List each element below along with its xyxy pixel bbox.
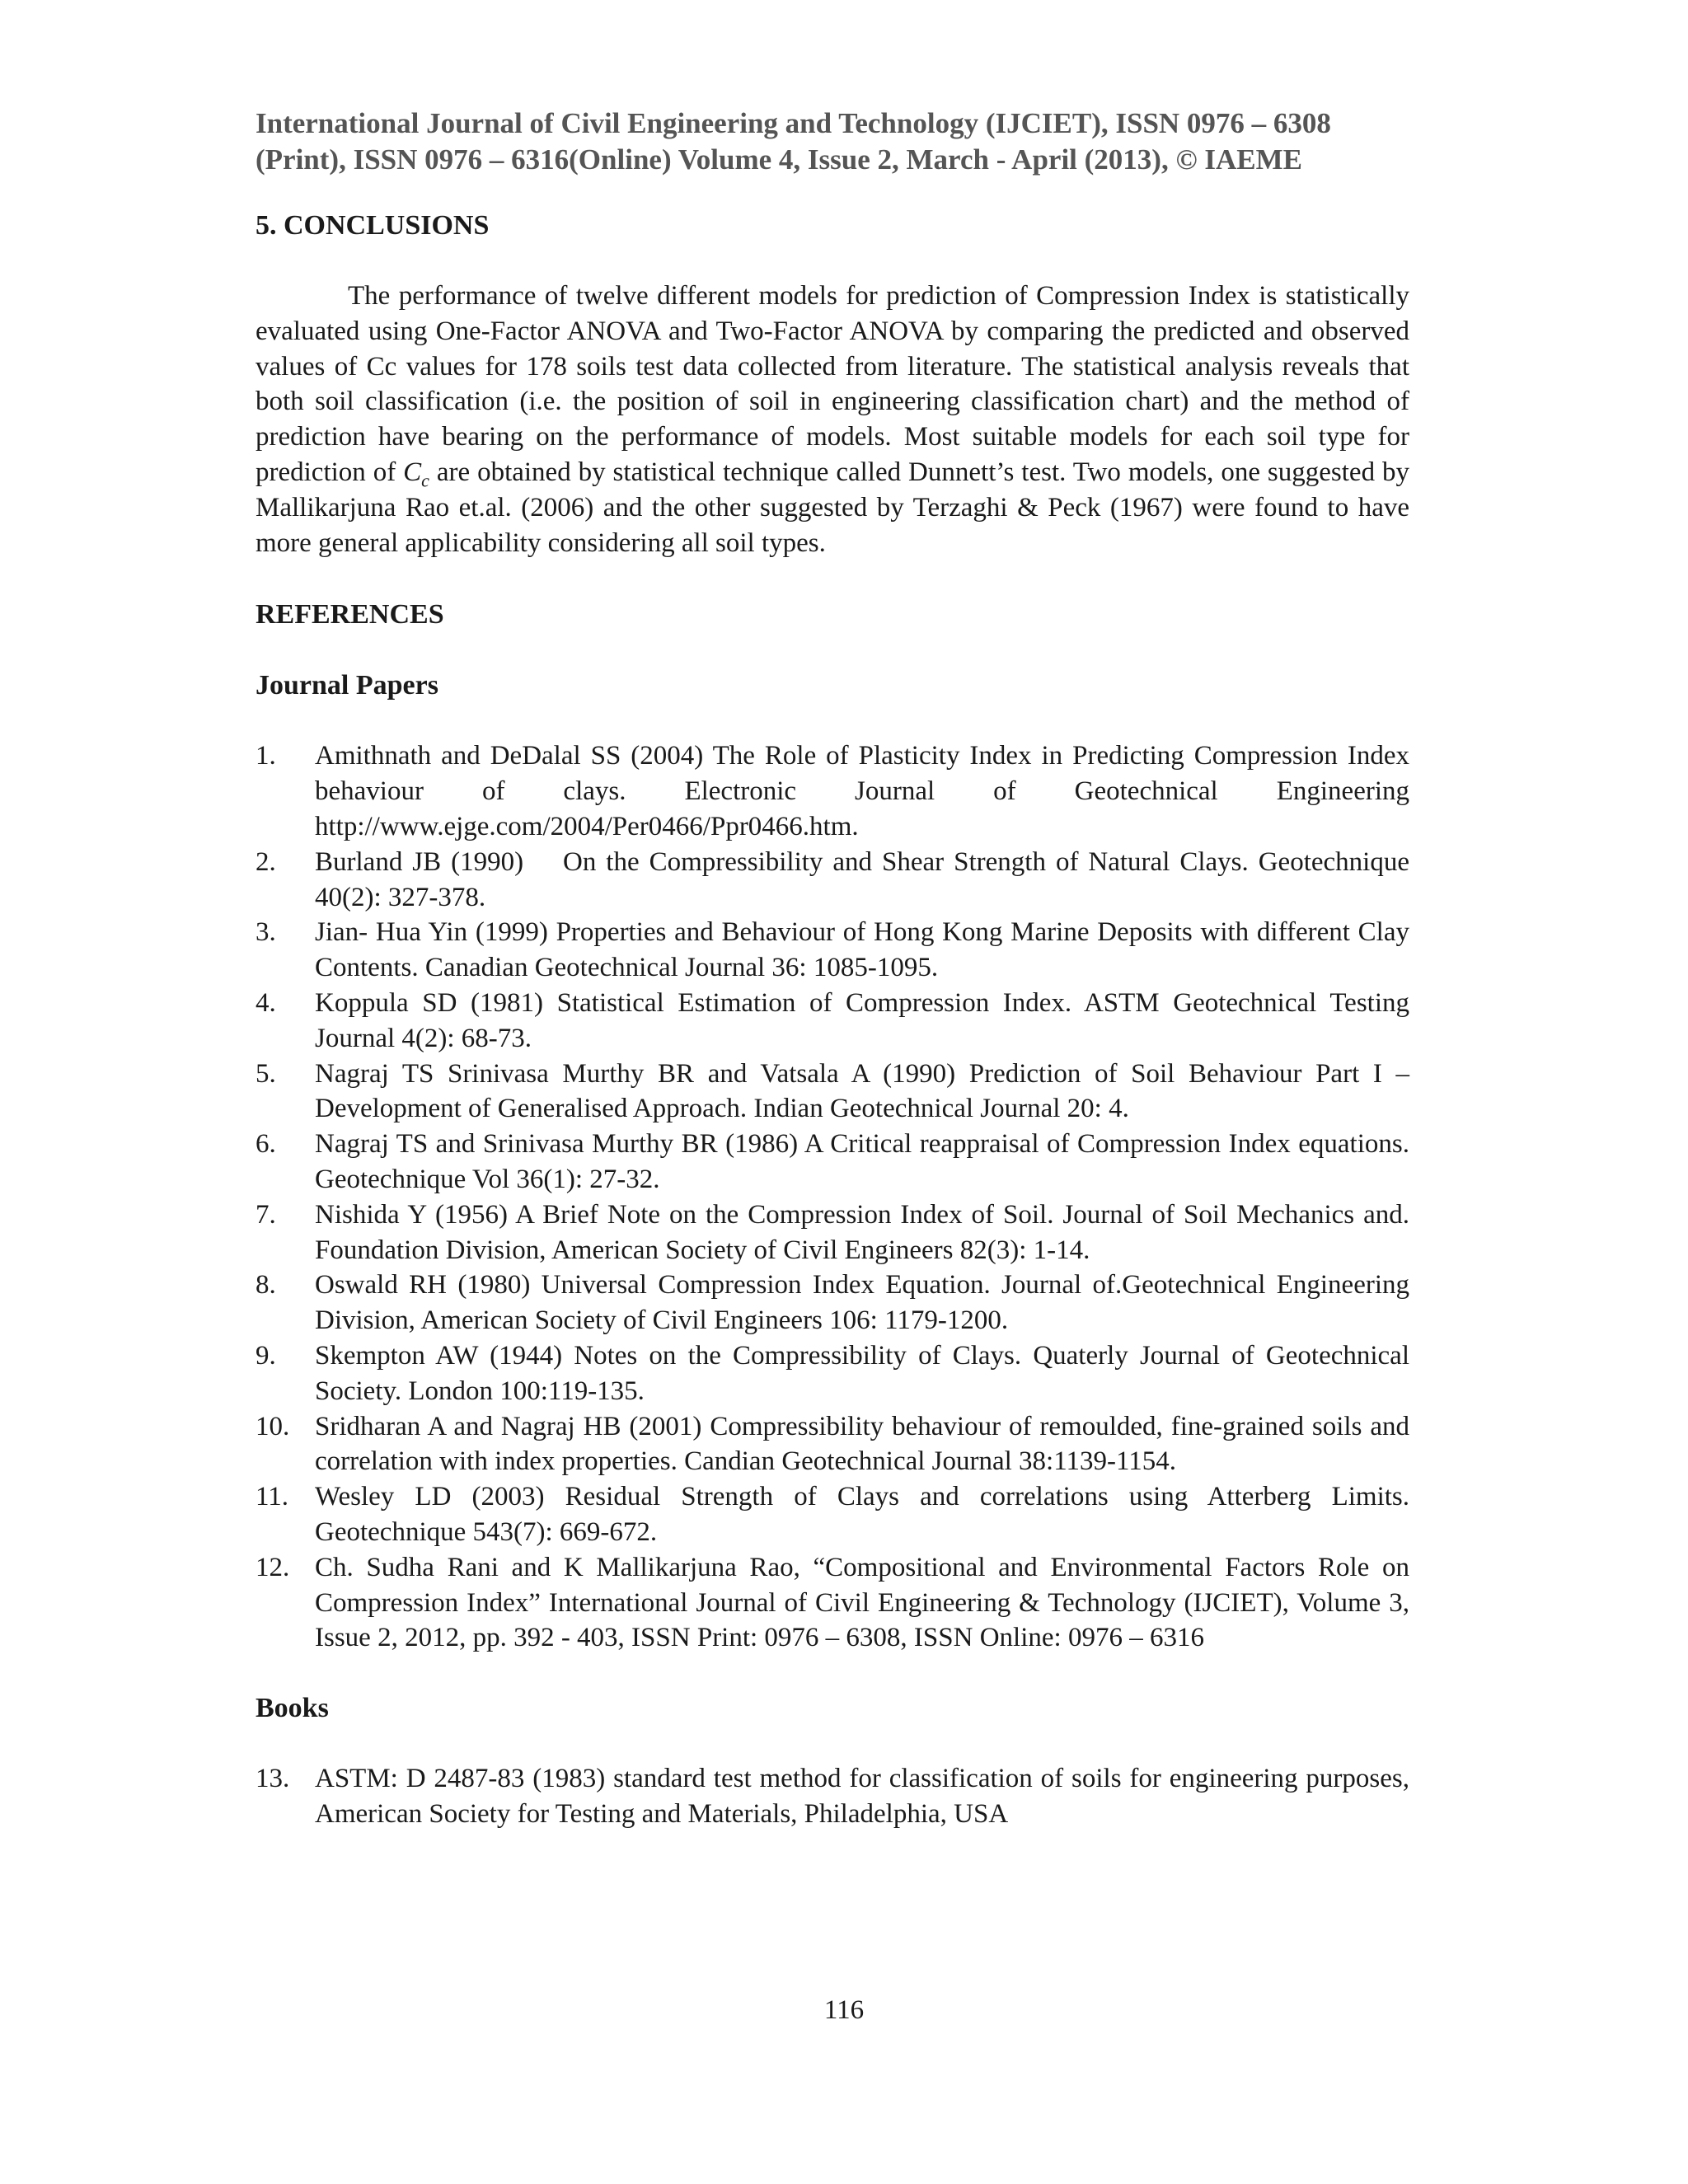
reference-text: Skempton AW (1944) Notes on the Compressibility of Clays. Quaterly Journal of Geotechnical Society. London 100:119-135. xyxy=(315,1340,1409,1406)
journal-papers-list xyxy=(256,738,1417,1656)
conclusions-text-before: The performance of twelve different models for prediction of Compression Index is statistically evaluated using One-Factor ANOVA and Two-Factor ANOVA by comparing the predicted and observed values of Cc values for 178 soils test data collected from literature. The statistical analysis reveals that both soil classification (i.e. the position of soil in engineering classification chart) and the method of prediction have bearing on the performance of models. Most suitable models for each soil type for prediction of xyxy=(256,281,1409,487)
journal-papers-heading: Journal Papers xyxy=(256,670,438,701)
books-heading: Books xyxy=(256,1693,329,1724)
cc-symbol-subscript: c xyxy=(421,470,429,491)
reference-text: Nishida Y (1956) A Brief Note on the Compression Index of Soil. Journal of Soil Mechanics and. Foundation Division, American Society of Civil Engineers 82(3): 1-14. xyxy=(315,1199,1409,1265)
page-number: 116 xyxy=(823,1995,865,2025)
reference-item xyxy=(256,915,1409,986)
reference-number: 8. xyxy=(256,1270,276,1301)
reference-item xyxy=(256,738,1409,844)
reference-number: 6. xyxy=(256,1129,276,1160)
reference-number: 12. xyxy=(256,1552,290,1582)
reference-number: 4. xyxy=(256,987,276,1018)
conclusions-paragraph xyxy=(256,279,1409,560)
reference-item xyxy=(256,845,1417,916)
reference-text: Nagraj TS and Srinivasa Murthy BR (1986) A Critical reappraisal of Compression Index equations. Geotechnique Vol 36(1): 27-32. xyxy=(315,1129,1409,1194)
reference-text: Sridharan A and Nagraj HB (2001) Compressibility behaviour of remoulded, fine-grained soils and correlation with index properties. Candian Geotechnical Journal 38:1139-1154. xyxy=(315,1411,1409,1477)
reference-item xyxy=(256,1409,1409,1480)
reference-text: Ch. Sudha Rani and K Mallikarjuna Rao, “Compositional and Environmental Factors Role on Compression Index” International Journal of Civil Engineering & Technology (IJCIET), Volume 3, Issue 2, 2012, pp. 392 - 403, ISSN Print: 0976 – 6308, ISSN Online: 0976 – 6316 xyxy=(315,1552,1409,1653)
references-heading: REFERENCES xyxy=(256,599,444,630)
reference-number: 7. xyxy=(256,1199,276,1230)
reference-text: Oswald RH (1980) Universal Compression Index Equation. Journal of.Geotechnical Engineering Division, American Society of Civil Engineers 106: 1179-1200. xyxy=(315,1270,1409,1336)
reference-text: Jian- Hua Yin (1999) Properties and Behaviour of Hong Kong Marine Deposits with different Clay Contents. Canadian Geotechnical Journal 36: 1085-1095. xyxy=(315,917,1409,983)
reference-text: Nagraj TS Srinivasa Murthy BR and Vatsala A (1990) Prediction of Soil Behaviour Part I – Development of Generalised Approach. Indian Geotechnical Journal 20: 4. xyxy=(315,1058,1409,1124)
reference-number: 10. xyxy=(256,1411,290,1441)
reference-item xyxy=(256,1268,1409,1338)
reference-number: 9. xyxy=(256,1340,276,1371)
cc-symbol: C xyxy=(403,457,422,487)
reference-number: 1. xyxy=(256,741,276,771)
reference-number: 5. xyxy=(256,1058,276,1089)
reference-item xyxy=(256,1550,1409,1656)
reference-text: Burland JB (1990) On the Compressibility and Shear Strength of Natural Clays. Geotechnique 40(2): 327-378. xyxy=(315,846,1417,912)
reference-text: Wesley LD (2003) Residual Strength of Clays and correlations using Atterberg Limits. Geotechnique 543(7): 669-672. xyxy=(315,1482,1409,1547)
journal-header-line-1: International Journal of Civil Engineering and Technology (IJCIET), ISSN 0976 – 6308 xyxy=(256,107,1331,139)
reference-number: 11. xyxy=(256,1482,289,1512)
reference-number: 2. xyxy=(256,846,276,877)
reference-text: Koppula SD (1981) Statistical Estimation of Compression Index. ASTM Geotechnical Testing Journal 4(2): 68-73. xyxy=(315,987,1409,1053)
reference-item xyxy=(256,1197,1409,1268)
reference-number: 13. xyxy=(256,1764,290,1794)
reference-text: ASTM: D 2487-83 (1983) standard test method for classification of soils for engineering purposes, American Society for Testing and Materials, Philadelphia, USA xyxy=(315,1764,1409,1829)
reference-item xyxy=(256,1479,1409,1550)
reference-text: Amithnath and DeDalal SS (2004) The Role of Plasticity Index in Predicting Compression Index behaviour of clays. Electronic Journal of Geotechnical Engineering http://www.ejge.com/2004/Per0466/Ppr0466.htm. xyxy=(315,741,1409,841)
conclusions-text-after: are obtained by statistical technique called Dunnett’s test. Two models, one suggested by Mallikarjuna Rao et.al. (2006) and the other suggested by Terzaghi & Peck (1967) were found to have more general applicability considering all soil types. xyxy=(256,457,1409,558)
reference-item xyxy=(256,1057,1409,1127)
reference-item xyxy=(256,986,1409,1057)
journal-header-line-2: (Print), ISSN 0976 – 6316(Online) Volume 4, Issue 2, March - April (2013), © IAEME xyxy=(256,143,1302,176)
reference-item xyxy=(256,1127,1409,1197)
reference-number: 3. xyxy=(256,917,276,948)
paper-page xyxy=(256,105,1417,1832)
reference-item xyxy=(256,1338,1409,1409)
books-list xyxy=(256,1761,1409,1832)
reference-item xyxy=(256,1761,1409,1832)
conclusions-heading: 5. CONCLUSIONS xyxy=(256,210,490,241)
